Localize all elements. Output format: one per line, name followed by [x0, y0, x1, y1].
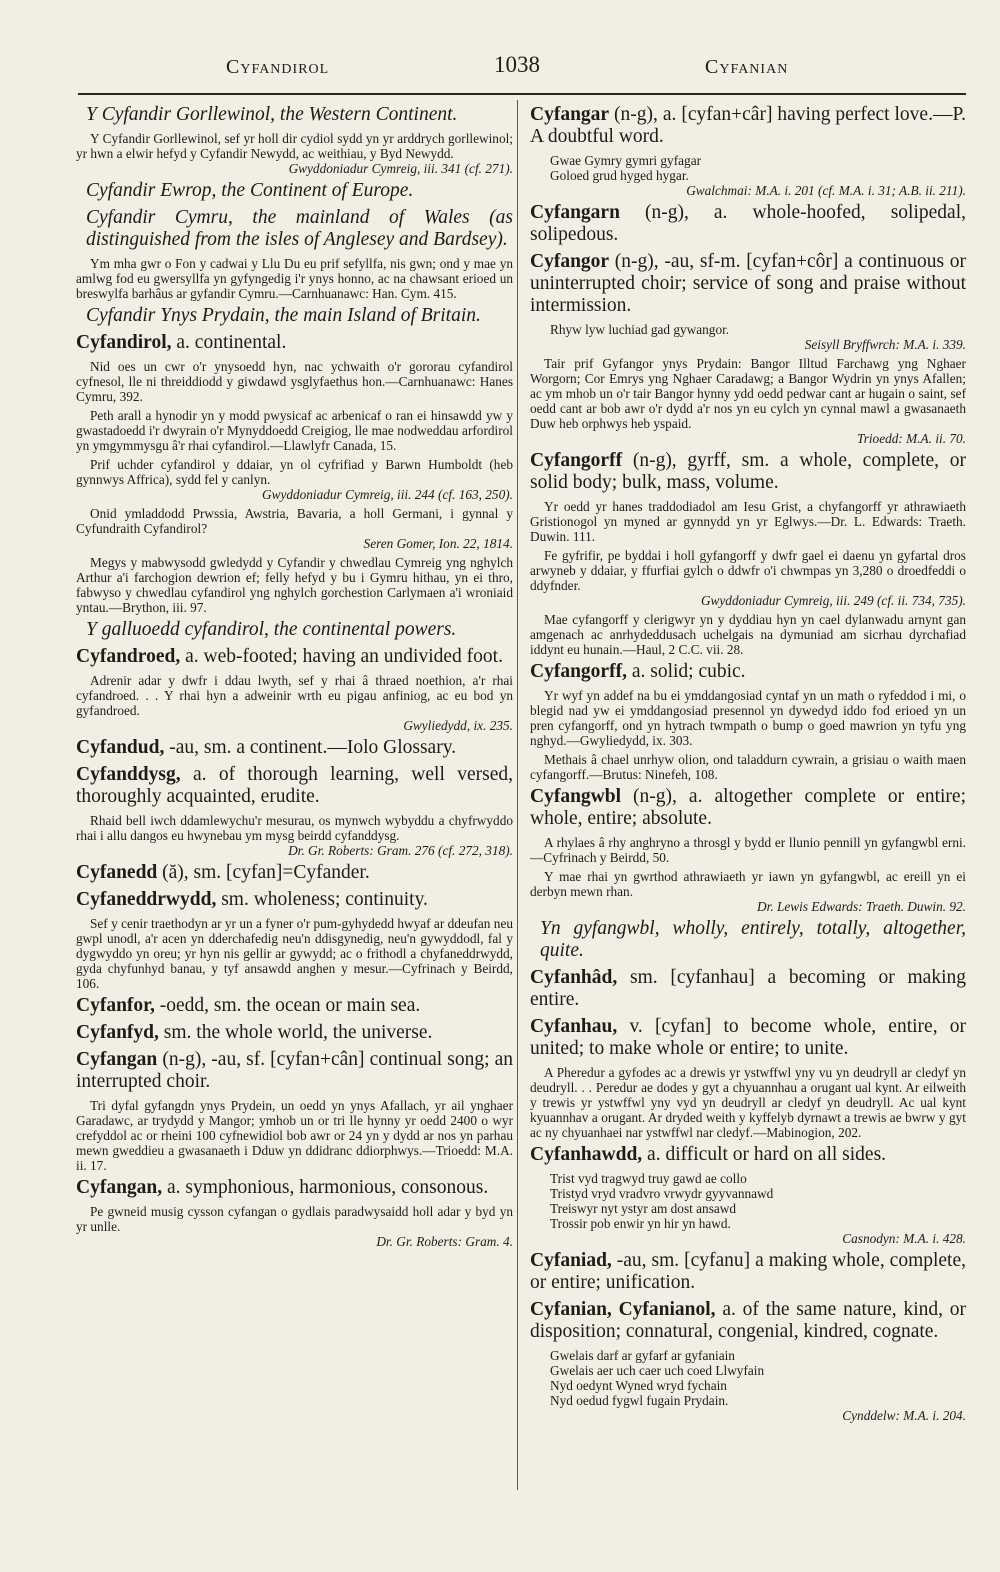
citation-text: Megys y mabwysodd gwledydd y Cyfandir y chwedlau Cymreig yng nghylch Arthur a'i farchogion dewrion ef; felly hefyd y bu i Gymru hithau, yn ei thro, fabwyso y chwedlau cyfandirol yng nghylch gorchestion Carlymaen a'i wroniaid yntau.—Brython, iii. 97. [76, 555, 513, 615]
verse-citation [530, 153, 966, 198]
citation [530, 612, 966, 657]
citation-source: Gwalchmai: M.A. i. 201 (cf. M.A. i. 31; A.B. ii. 211). [686, 183, 966, 198]
citation [530, 869, 966, 914]
citation [530, 356, 966, 446]
definition: a. web-footed; having an undivided foot. [185, 646, 503, 667]
verse-line: Nyd oedud fygwl fugain Prydain. [550, 1393, 729, 1408]
headword: Cyfanfyd, [76, 1022, 159, 1043]
citation [530, 688, 966, 748]
citation-text: Tri dyfal gyfangdn ynys Prydein, un oedd yn ynys Afallach, yr ail ynghaer Garadawc, ar trydydd y Mangor; ymhob un or tri lle hynny yr oedd 2400 o wyr crefyddol ac or rheini 100 cyfnewidiol bob awr or 24 yn y dydd ar nos yn parhau mewn gweddieu a gwasanaeth i Dduw yn ddidranc ddiorphwys.—Trioedd: M.A. ii. 17. [76, 1098, 513, 1173]
headword: Cyfangar [530, 104, 610, 125]
citation [76, 506, 513, 551]
citation-source: Dr. Gr. Roberts: Gram. 4. [376, 1234, 513, 1249]
verse-citation [530, 322, 966, 352]
citation [76, 813, 513, 858]
dictionary-entry [530, 786, 966, 830]
citation-text: Methais â chael unrhyw olion, ond taladdurn cywrain, a grisiau o waith maen cyfangorff.—Brutus: Ninefeh, 108. [530, 752, 966, 782]
definition: a. of thorough learning, well versed, thoroughly acquainted, erudite. [76, 764, 513, 807]
sub-entry-text: Yn gyfangwbl, wholly, entirely, totally, altogether, quite. [540, 918, 966, 961]
headword: Cyfanddysg, [76, 764, 181, 785]
dictionary-entry [76, 1049, 513, 1093]
dictionary-entry [76, 646, 513, 668]
citation [76, 359, 513, 404]
headword: Cyfanhawdd, [530, 1144, 643, 1165]
citation-text: Fe gyfrifir, pe byddai i holl gyfangorff y dwfr gael ei daenu yn gyfartal dros arwyneb y ddaiar, y ffurfiai gylch o ddwfr o'i chwmpas yn 3,280 o droedfeddi o ddyfnder. [530, 548, 966, 593]
dictionary-entry [76, 737, 513, 759]
citation-text: Y mae rhai yn gwrthod athrawiaeth yr iawn yn gyfangwbl, ac ereill yn ei derbyn mewn rhan. [530, 869, 966, 899]
citation-source: Gwyddoniadur Cymreig, iii. 244 (cf. 163, 250). [261, 487, 513, 502]
sub-entry [86, 104, 513, 126]
citation [76, 408, 513, 453]
definition: -au, sm. [cyfanu] a making whole, complete, or entire; unification. [530, 1250, 966, 1293]
column-divider [517, 100, 518, 1490]
headword: Cyfanhâd, [530, 967, 618, 988]
sub-entry-text: Y Cyfandir Gorllewinol, the Western Continent. [86, 104, 458, 125]
verse-line: Trossir pob enwir yn hir yn hawd. [550, 1216, 731, 1231]
sub-entry [86, 619, 513, 641]
page-header [0, 50, 1000, 90]
dictionary-entry [530, 1250, 966, 1294]
citation-text: Peth arall a hynodir yn y modd pwysicaf ac arbenicaf o ran ei hinsawdd yw y gwastadoedd i'r dwyrain o'r Mynyddoedd Creigiog, lle mae nodweddau arfordirol yn ymgymmysgu â'r rhai cyfandirol.—Llawlyfr Canada, 15. [76, 408, 513, 453]
definition: -oedd, sm. the ocean or main sea. [159, 995, 421, 1016]
citation-source: Gwyliedydd, ix. 235. [403, 718, 513, 733]
headword: Cyfandroed, [76, 646, 181, 667]
citation [76, 1204, 513, 1249]
dictionary-entry [530, 104, 966, 148]
definition: (n-g), a. altogether complete or entire; whole, entire; absolute. [530, 786, 966, 829]
definition: (ă), sm. [cyfan]=Cyfander. [162, 862, 370, 883]
definition: (n-g), a. [cyfan+câr] having perfect love.—P. A doubtful word. [530, 104, 966, 147]
dictionary-entry [76, 995, 513, 1017]
citation [530, 1065, 966, 1140]
headword: Cyfaneddrwydd, [76, 889, 217, 910]
definition: sm. the whole world, the universe. [163, 1022, 433, 1043]
definition: (n-g), a. whole-hoofed, solipedal, solipedous. [530, 202, 966, 245]
citation-text: Onid ymladdodd Prwssia, Awstria, Bavaria, a holl Germani, i gynnal y Cyfundraith Cyfandirol? [76, 506, 513, 536]
definition: (n-g), -au, sf-m. [cyfan+côr] a continuous or uninterrupted choir; service of song and praise without intermission. [530, 251, 966, 316]
definition: a. difficult or hard on all sides. [647, 1144, 887, 1165]
verse-line: Trist vyd tragwyd truy gawd ae collo [550, 1171, 747, 1186]
sub-entry-text: Y galluoedd cyfandirol, the continental powers. [86, 619, 457, 640]
citation [530, 752, 966, 782]
verse-line: Gwelais aer uch caer uch coed Llwyfain [550, 1363, 765, 1378]
citation-text: Sef y cenir traethodyn ar yr un a fyner o'r pum-gyhydedd hwyaf ar ddeufan neu gwpl unodl, a'r acen yn dderchafedig neu'n ddisgynedig, neu'n gywyddodl, fal y dygwyddo yn oreu; yr hyn nis gellir ar gywydd; ac o frithodl a chyfaneddrwydd, gyda chyfunhyd banau, y tyf ansawdd anghen y mesur.—Cyfrinach y Beirdd, 106. [76, 916, 513, 991]
definition: (n-g), gyrff, sm. a whole, complete, or solid body; bulk, mass, volume. [530, 450, 966, 493]
sub-entry [86, 180, 513, 202]
header-rule [78, 93, 966, 95]
citation-source: Gwyddoniadur Cymreig, iii. 249 (cf. ii. 734, 735). [700, 593, 966, 608]
sub-entry-text: Cyfandir Ewrop, the Continent of Europe. [86, 180, 414, 201]
citation [76, 1098, 513, 1173]
citation-source: Dr. Gr. Roberts: Gram. 276 (cf. 272, 318). [288, 843, 513, 858]
definition: a. continental. [176, 332, 287, 353]
headword: Cyfangan [76, 1049, 158, 1070]
citation [76, 457, 513, 502]
citation-text: Yr wyf yn addef na bu ei ymddangosiad cyntaf yn un math o ryfeddod i mi, o blegid nad yw ei ymddangosiad presennol yn dywedyd iddo fod erioed yn un pren cyfangorff, ond yn hytrach twmpath o bump o goed mawrion yn tyfu yng nghyd.—Gwyliedydd, ix. 303. [530, 688, 966, 748]
sub-entry-text: Cyfandir Ynys Prydain, the main Island of Britain. [86, 305, 481, 326]
dictionary-entry [530, 1016, 966, 1060]
headword: Cyfandud, [76, 737, 165, 758]
dictionary-entry [76, 764, 513, 808]
headword: Cyfandirol, [76, 332, 172, 353]
headword: Cyfangor [530, 251, 610, 272]
headword: Cyfanhau, [530, 1016, 618, 1037]
citation [76, 131, 513, 176]
definition: sm. [cyfanhau] a becoming or making entire. [530, 967, 966, 1010]
headword: Cyfangwbl [530, 786, 622, 807]
citation-source: Trioedd: M.A. ii. 70. [857, 431, 966, 446]
citation-text: Yr oedd yr hanes traddodiadol am Iesu Grist, a chyfangorff yr athrawiaeth Gristionogol yn myned ar gynnydd yn yr Eglwys.—Dr. L. Edwards: Traeth. Duwin. 111. [530, 499, 966, 544]
dictionary-entry [530, 967, 966, 1011]
verse-line: Gwae Gymry gymri gyfagar [550, 153, 702, 168]
citation [76, 555, 513, 615]
citation-text: Nid oes un cwr o'r ynysoedd hyn, nac ychwaith o'r gororau cyfandirol cyfnesol, lle ni threiddiodd y giwdawd ysglyfaethus hon.—Carnhuanawc: Hanes Cymru, 392. [76, 359, 513, 404]
citation-text: Mae cyfangorff y clerigwyr yn y dyddiau hyn yn cael dylanwadu arnynt gan amgenach ac anrhydeddusach uchelgais na dymuniad am sicrhau dyrchafiad iddynt eu hunain.—Haul, 2 C.C. vii. 28. [530, 612, 966, 657]
definition: v. [cyfan] to become whole, entire, or united; to make whole or entire; to unite. [530, 1016, 966, 1059]
citation-text: Y Cyfandir Gorllewinol, sef yr holl dir cydiol sydd yn yr arddrych gorllewinol; yr hwn a elwir hefyd y Cyfandir Newydd, ac weithiau, y Byd Newydd. [76, 131, 513, 161]
verse-line: Nyd oedynt Wyned wryd fychain [550, 1378, 727, 1393]
verse-citation [530, 1171, 966, 1246]
citation [76, 673, 513, 733]
verse-line: Gwelais darf ar gyfarf ar gyfaniain [550, 1348, 735, 1363]
left-column [76, 104, 513, 1499]
sub-entry [540, 918, 966, 962]
citation-text: Pe gwneid musig cysson cyfangan o gydlais paradwysaidd holl adar y byd yn yr unlle. [76, 1204, 513, 1234]
verse-line: Tristyd vryd vradvro vrwydr gyyvannawd [550, 1186, 774, 1201]
dictionary-entry [76, 1177, 513, 1199]
dictionary-entry [530, 450, 966, 494]
sub-entry-text: Cyfandir Cymru, the mainland of Wales (as distinguished from the isles of Anglesey and Bardsey). [86, 207, 513, 250]
definition: a. symphonious, harmonious, consonous. [167, 1177, 489, 1198]
dictionary-entry [530, 661, 966, 683]
verse-line: Goloed grud hyged hygar. [550, 168, 689, 183]
definition: a. of the same nature, kind, or disposition; connatural, congenial, kindred, cognate. [530, 1299, 966, 1342]
page-number: 1038 [494, 52, 540, 77]
citation-source: Casnodyn: M.A. i. 428. [842, 1231, 966, 1246]
headword: Cyfangorff [530, 450, 623, 471]
verse-citation [530, 1348, 966, 1423]
citation-source: Seren Gomer, Ion. 22, 1814. [363, 536, 513, 551]
dictionary-entry [76, 862, 513, 884]
definition: -au, sm. a continent.—Iolo Glossary. [169, 737, 457, 758]
running-head-left: Cyfandirol [226, 56, 330, 78]
citation [530, 835, 966, 865]
citation-text: Ym mha gwr o Fon y cadwai y Llu Du eu prif sefyllfa, nis gwn; ond y mae yn amlwg fod eu gwersyllfa yn gyfyngedig i'r ynys honno, ac na chawsant erioed un breswylfa barhâus ar gyfandir Cymru.—Carnhuanawc: Han. Cym. 415. [76, 256, 513, 301]
citation [76, 256, 513, 301]
sub-entry [86, 207, 513, 251]
citation-text: Tair prif Gyfangor ynys Prydain: Bangor Illtud Farchawg yng Nghaer Worgorn; Cor Emrys yng Nghaer Caradawg; a Bangor Wydrin yn ynys Afallen; ac ym mhob un o'r tair Bangor hynny ydd oedd pedwar cant ar hugain o saint, sef oedd cant ar bob awr o'r dydd a'r nos yn eu cylch yn cynnal mawl a gwasanaeth Duw heb orphwys heb yspaid. [530, 356, 966, 431]
verse-line: Treiswyr nyt ystyr am dost ansawd [550, 1201, 737, 1216]
headword: Cyfanian, Cyfanianol, [530, 1299, 716, 1320]
verse-line: Rhyw lyw luchiad gad gywangor. [550, 322, 730, 337]
right-column [530, 104, 966, 1499]
dictionary-entry [530, 1299, 966, 1343]
citation-source: Cynddelw: M.A. i. 204. [842, 1408, 966, 1423]
dictionary-entry [530, 1144, 966, 1166]
dictionary-entry [530, 202, 966, 246]
citation [76, 916, 513, 991]
definition: a. solid; cubic. [631, 661, 746, 682]
headword: Cyfangan, [76, 1177, 163, 1198]
definition: sm. wholeness; continuity. [221, 889, 428, 910]
definition: (n-g), -au, sf. [cyfan+cân] continual song; an interrupted choir. [76, 1049, 513, 1092]
citation-text: A rhylaes â rhy anghryno a throsgl y bydd er llunio pennill yn gyfangwbl erni.—Cyfrinach y Beirdd, 50. [530, 835, 966, 865]
citation-text: A Pheredur a gyfodes ac a drewis yr ystwffwl yny vu yn deudryll ar cledyf yn deudryll. . . Peredur ae dodes y gyt a chyuannhau a orugant ual kynt. Ar eilweith y trewis yr ystwffwl yny vyd yn deudryll ar cledyf yn deudryll. Ac ual kynt kyuannhav a orugant. Ar dryded weith y kyffelyb dyrnawt a trewis ae bwrw y gyt ac ny chyuanhaei nar ystwffwl nar cledyf.—Mabinogion, 202. [530, 1065, 966, 1140]
citation-text: Rhaid bell iwch ddamlewychu'r mesurau, os mynwch wybyddu a chyfrwyddo rhai i allu dangos eu hwynebau ym mysg beirdd cyfanddysg. [76, 813, 513, 843]
sub-entry [86, 305, 513, 327]
running-head-right: Cyfanian [705, 56, 789, 78]
dictionary-entry [76, 332, 513, 354]
headword: Cyfangorff, [530, 661, 627, 682]
citation-text: Adrenir adar y dwfr i ddau lwyth, sef y rhai â thraed noethion, a'r rhai cyfandroed. . . Y rhai hyn a adweinir wrth eu pigau anfiniog, ac eu bod yn gyfandroed. [76, 673, 513, 718]
citation [530, 499, 966, 544]
headword: Cyfanedd [76, 862, 158, 883]
dictionary-entry [76, 1022, 513, 1044]
headword: Cyfangarn [530, 202, 620, 223]
citation-source: Dr. Lewis Edwards: Traeth. Duwin. 92. [757, 899, 966, 914]
dictionary-entry [530, 251, 966, 317]
dictionary-entry [76, 889, 513, 911]
headword: Cyfanfor, [76, 995, 155, 1016]
citation-source: Gwyddoniadur Cymreig, iii. 341 (cf. 271). [288, 161, 513, 176]
headword: Cyfaniad, [530, 1250, 612, 1271]
citation-text: Prif uchder cyfandirol y ddaiar, yn ol cyfrifiad y Barwn Humboldt (heb gynnwys Affrica), sydd fel y canlyn. [76, 457, 513, 487]
citation-source: Seisyll Bryffwrch: M.A. i. 339. [804, 337, 966, 352]
citation [530, 548, 966, 608]
